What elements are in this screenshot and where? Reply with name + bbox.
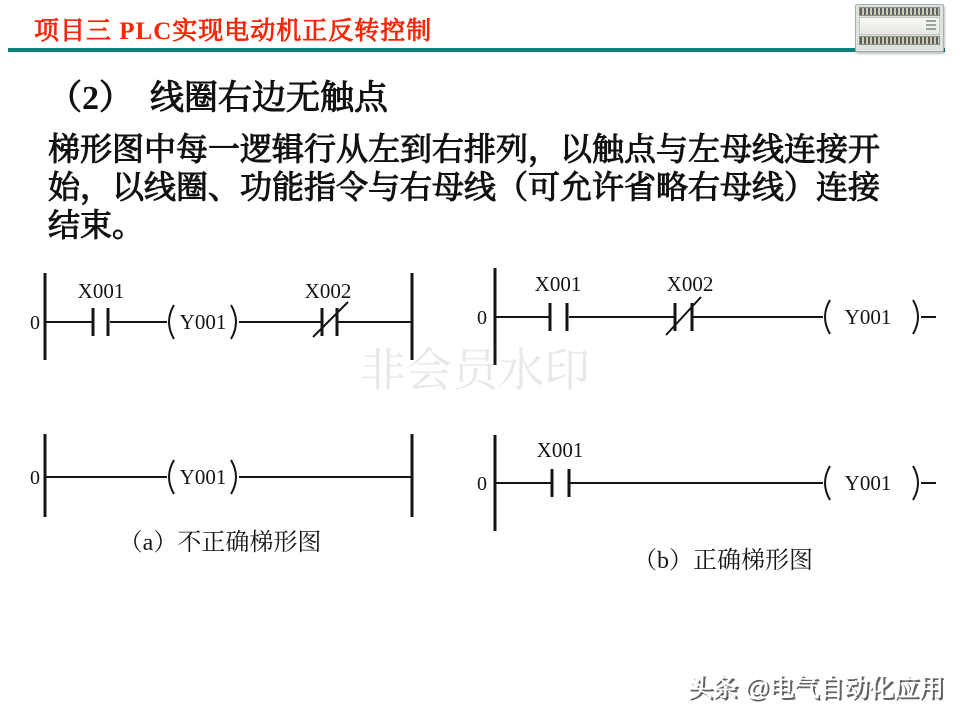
body-line: 结束。 <box>48 207 145 243</box>
body-line: 始，以线圈、功能指令与右母线（可允许省略右母线）连接 <box>48 169 881 205</box>
plc-terminal-strip-top <box>859 7 940 16</box>
plc-device-image <box>855 4 944 52</box>
contact-no-x001 <box>552 469 569 497</box>
diagram-a-caption: （a）不正确梯形图 <box>118 530 322 556</box>
bottom-watermark: 头条 @电气自动化应用 <box>687 674 944 702</box>
coil-label: Y001 <box>179 465 227 489</box>
header-divider-rule <box>8 48 945 52</box>
center-watermark: 非会员水印 <box>360 344 590 396</box>
contact-label: X001 <box>77 279 125 303</box>
diagram-b-caption: （b）正确梯形图 <box>633 548 813 574</box>
plc-front-panel <box>859 17 940 35</box>
ladder-a-rung-2 <box>30 434 412 517</box>
rung-number: 0 <box>30 312 40 334</box>
rung-number: 0 <box>477 473 487 495</box>
contact-label: X002 <box>666 272 714 296</box>
page-title: （2） 线圈右边无触点 <box>48 80 388 117</box>
plc-led-indicators <box>926 20 936 32</box>
contact-nc-x002 <box>313 302 348 337</box>
contact-label: X002 <box>304 279 352 303</box>
coil-label: Y001 <box>844 471 892 495</box>
ladder-diagram-incorrect <box>25 258 445 570</box>
contact-no-x001 <box>93 308 108 336</box>
contact-label: X001 <box>536 438 584 462</box>
ladder-b-rung-2 <box>477 435 936 531</box>
contact-label: X001 <box>534 272 582 296</box>
slide-header-title: 项目三 PLC实现电动机正反转控制 <box>34 18 433 45</box>
body-paragraph <box>48 130 918 244</box>
body-line: 梯形图中每一逻辑行从左到右排列，以触点与左母线连接开 <box>48 131 881 167</box>
contact-no-x001 <box>550 303 567 331</box>
coil-label: Y001 <box>844 305 892 329</box>
plc-terminal-strip-bottom <box>859 36 940 45</box>
rung-number: 0 <box>477 307 487 329</box>
coil-label: Y001 <box>179 310 227 334</box>
rung-number: 0 <box>30 467 40 489</box>
ladder-a-rung-1 <box>30 273 412 360</box>
ladder-diagram-correct <box>470 255 950 580</box>
